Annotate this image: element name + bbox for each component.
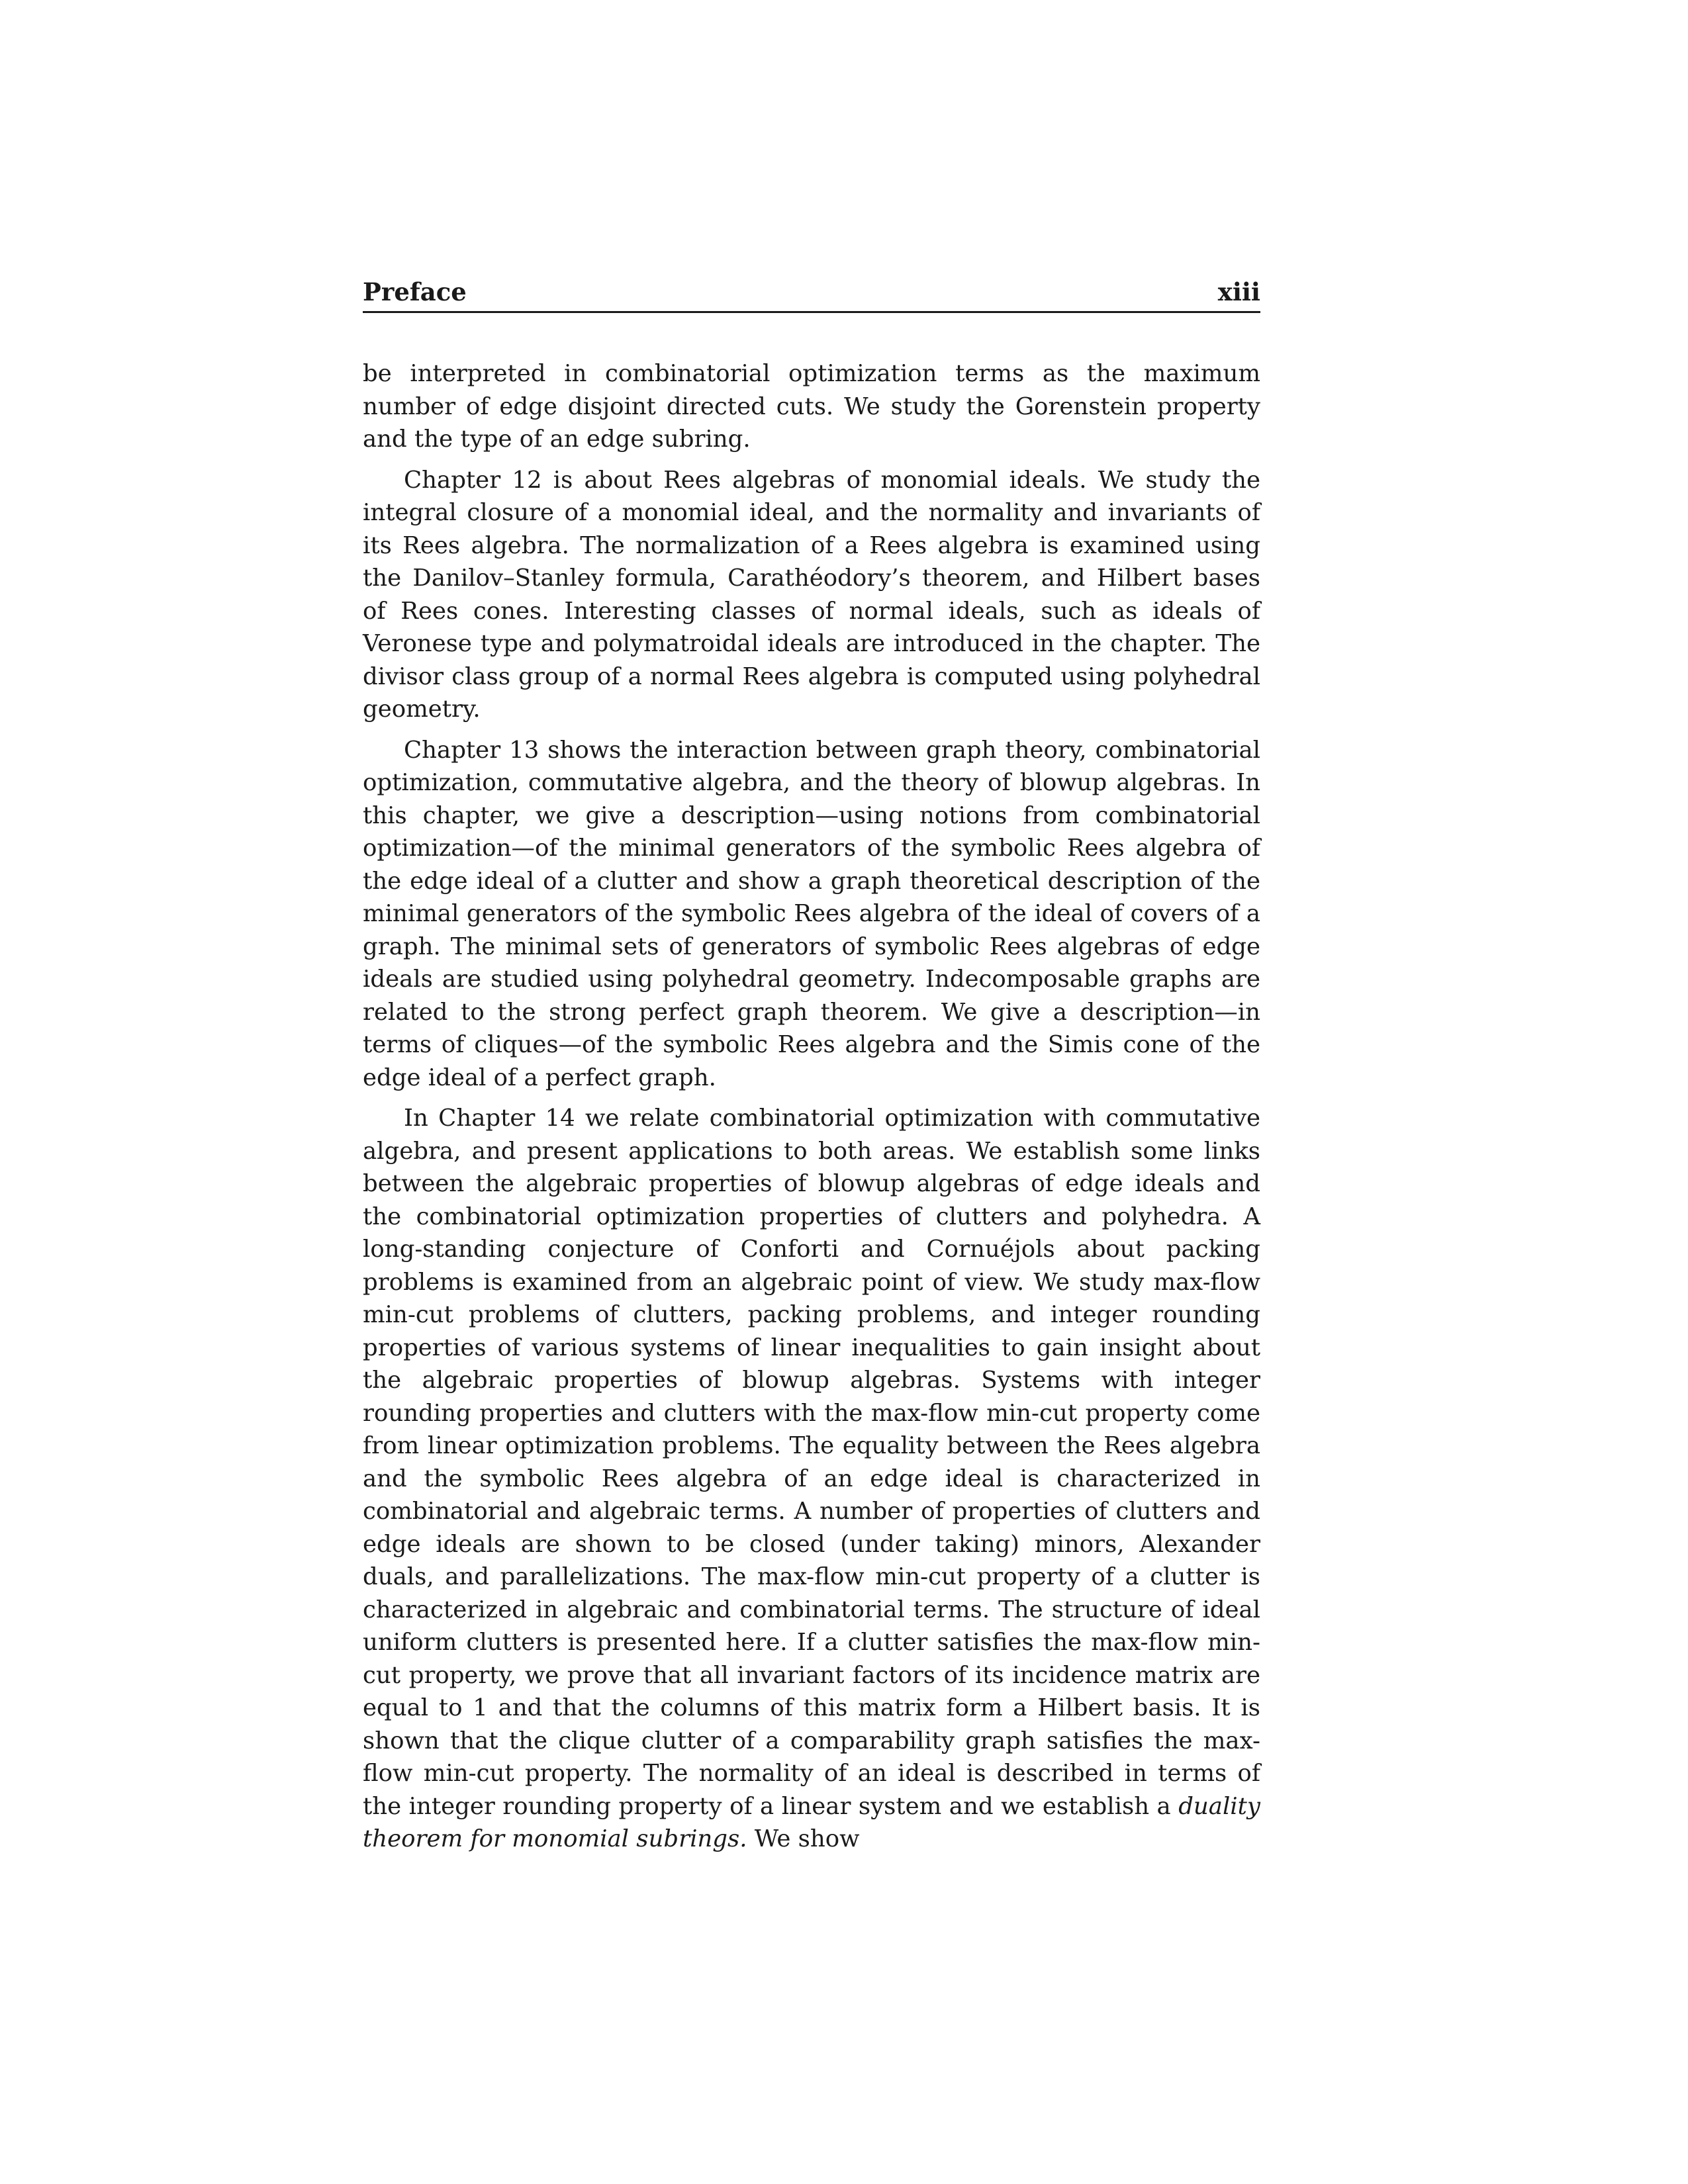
page-body xyxy=(363,357,1260,1864)
page-number: xiii xyxy=(1217,277,1260,306)
paragraph-chapter-14-tail: We show xyxy=(747,1825,860,1852)
italic-phrase: duality theorem for monomial subrings. xyxy=(363,1792,1260,1852)
running-title: Preface xyxy=(363,277,467,306)
running-header xyxy=(363,273,1260,313)
paragraph-chapter-14 xyxy=(363,1102,1260,1856)
paragraph-chapter-14-text: In Chapter 14 we relate combinatorial optimization with commutative algebra, and present applications to both areas. We establish some links between the algebraic properties of blowup algebras of edge ideals and the combinatorial optimization properties of clutters and polyhedra. A long-standing conjecture of Conforti and Cornuéjols about packing problems is examined from an algebraic point of view. We study max-flow min-cut problems of clutters, packing problems, and integer rounding properties of various systems of linear inequalities to gain insight about the algebraic properties of blowup algebras. Systems with integer rounding properties and clutters with the max-flow min-cut property come from linear optimization problems. The equality between the Rees algebra and the symbolic Rees algebra of an edge ideal is characterized in combinatorial and algebraic terms. A number of properties of clutters and edge ideals are shown to be closed (under taking) minors, Alexander duals, and parallelizations. The max-flow min-cut property of a clutter is characterized in algebraic and combinatorial terms. The structure of ideal uniform clutters is presented here. If a clutter satisfies the max-flow min-cut property, we prove that all invariant factors of its incidence matrix are equal to 1 and that the columns of this matrix form a Hilbert basis. It is shown that the clique clutter of a comparability graph satisfies the max-flow min-cut property. The normality of an ideal is described in terms of the integer rounding property of a linear system and we establish a xyxy=(363,1105,1260,1820)
paragraph-chapter-13: Chapter 13 shows the interaction between graph theory, combinatorial optimization, commutative algebra, and the theory of blowup algebras. In this chapter, we give a description—using notions from combinatorial optimization—of the minimal generators of the symbolic Rees algebra of the edge ideal of a clutter and show a graph theoretical description of the minimal generators of the symbolic Rees algebra of the ideal of covers of a graph. The minimal sets of generators of symbolic Rees algebras of edge ideals are studied using polyhedral geometry. Indecomposable graphs are related to the strong perfect graph theorem. We give a description—in terms of cliques—of the symbolic Rees algebra and the Simis cone of the edge ideal of a perfect graph. xyxy=(363,736,1260,1091)
paragraph-chapter-12: Chapter 12 is about Rees algebras of monomial ideals. We study the integral closure of a monomial ideal, and the normality and invariants of its Rees algebra. The normalization of a Rees algebra is examined using the Danilov–Stanley formula, Carathéodory’s theorem, and Hilbert bases of Rees cones. Interesting classes of normal ideals, such as ideals of Veronese type and polymatroidal ideals are introduced in the chapter. The divisor class group of a normal Rees algebra is computed using polyhedral geometry. xyxy=(363,466,1260,723)
paragraph-continuation: be interpreted in combinatorial optimization terms as the maximum number of edge disjoint directed cuts. We study the Gorenstein property and the type of an edge subring. xyxy=(363,360,1260,453)
